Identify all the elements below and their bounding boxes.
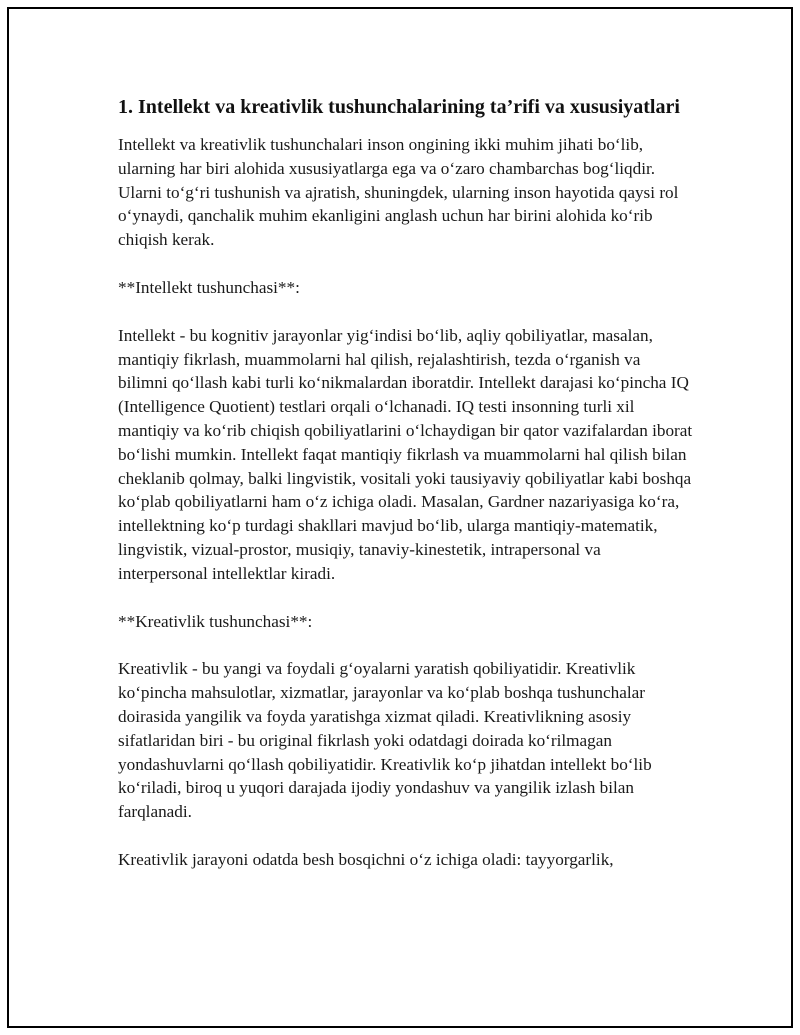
intro-paragraph: Intellekt va kreativlik tushunchalari inson ongining ikki muhim jihati bo‘lib, ularning har biri alohida xususiyatlarga ega va o‘zaro chambarchas bog‘liqdir. Ularni to‘g‘ri tushunish va ajratish, shuningdek, ularning inson hayotida qaysi rol o‘ynaydi, qanchalik muhim ekanligini anglash uchun har birini alohida ko‘rib chiqish kerak. — [118, 135, 679, 250]
intellect-subheading: **Intellekt tushunchasi**: — [118, 277, 300, 297]
section-heading: 1. Intellekt va kreativlik tushunchalarining ta’rifi va xususiyatlari — [118, 96, 680, 118]
document-body — [118, 94, 693, 896]
creativity-process-paragraph: Kreativlik jarayoni odatda besh bosqichni o‘z ichiga oladi: tayyorgarlik, — [118, 849, 614, 869]
intellect-paragraph: Intellekt - bu kognitiv jarayonlar yig‘indisi bo‘lib, aqliy qobiliyatlar, masalan, mantiqiy fikrlash, muammolarni hal qilish, rejalashtirish, tezda o‘rganish va bilimni qo‘llash kabi turli ko‘nikmalardan iboratdir. Intellekt darajasi ko‘pincha IQ (Intelligence Quotient) testlari orqali o‘lchanadi. IQ testi insonning turli xil mantiqiy va ko‘rib chiqish qobiliyatlarini o‘lchaydigan bir qator vazifalardan iborat bo‘lishi mumkin. Intellekt faqat mantiqiy fikrlash va muammolarni hal qilish bilan cheklanib qolmay, balki lingvistik, vositali yoki tausiyaviy qobiliyatlar kabi boshqa ko‘plab qobiliyatlarni ham o‘z ichiga oladi. Masalan, Gardner nazariyasiga ko‘ra, intellektning ko‘p turdagi shakllari mavjud bo‘lib, ularga mantiqiy-matematik, lingvistik, vizual-prostor, musiqiy, tanaviy-kinestetik, intrapersonal va interpersonal intellektlar kiradi. — [118, 325, 693, 583]
creativity-subheading: **Kreativlik tushunchasi**: — [118, 611, 313, 631]
creativity-paragraph: Kreativlik - bu yangi va foydali g‘oyalarni yaratish qobiliyatidir. Kreativlik ko‘pincha mahsulotlar, xizmatlar, jarayonlar va ko‘plab boshqa tushunchalar doirasida yangilik va foyda yaratishga xizmat qiladi. Kreativlikning asosiy sifatlaridan biri - bu original fikrlash yoki odatdagi doirada ko‘rilmagan yondashuvlarni qo‘llash qobiliyatidir. Kreativlik ko‘p jihatdan intellekt bo‘lib ko‘riladi, biroq u yuqori darajada ijodiy yondashuv va yangilik izlash bilan farqlanadi. — [118, 659, 652, 822]
